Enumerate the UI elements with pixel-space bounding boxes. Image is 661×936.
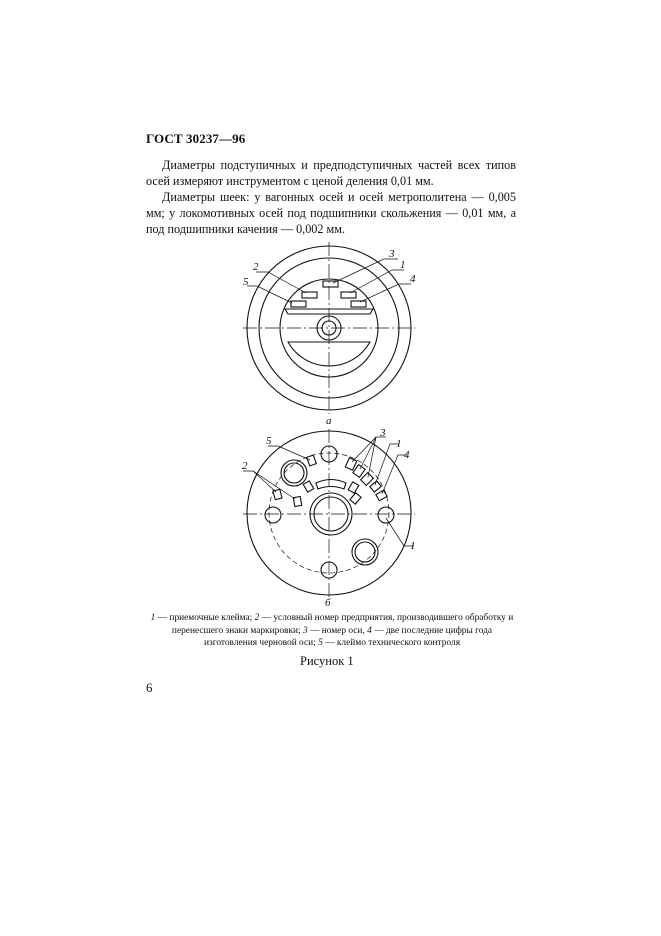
figure-legend [150, 612, 514, 650]
callout-a-5: 5 [243, 276, 249, 288]
leader-b-2 [243, 471, 276, 492]
callout-a-3: 3 [389, 248, 395, 260]
callout-b-2: 2 [242, 460, 248, 472]
arc-plate [316, 480, 346, 490]
stamp-b-axle-number-1 [345, 458, 356, 470]
subfigure-b-label: б [325, 597, 331, 609]
stamp-technical-control [291, 301, 306, 307]
legend-text-4: — две последние цифры года изготовления черновой оси; [203, 625, 493, 648]
stamp-b-axle-number-3 [361, 473, 374, 486]
paragraph-diameters-journals-text: Диаметры шеек: у вагонных осей и осей метрополитена — 0,005 мм; у локомотивных осей под подшипники скольжения — 0,01 мм, а под подшипники качения — 0,002 мм. [146, 190, 516, 236]
stamp-b-inner-right-2 [350, 493, 361, 504]
legend-num-2: 2 [254, 613, 260, 623]
stamp-b-inner-right [348, 482, 359, 493]
large-hole-lower-right-inner [355, 542, 375, 562]
leader-b-3b [360, 437, 376, 469]
callout-b-1-lower: 1 [410, 540, 416, 552]
leader-b-5 [268, 446, 310, 460]
page-number: 6 [146, 680, 153, 695]
figure-title: Рисунок 1 [300, 654, 354, 668]
document-header: ГОСТ 30237—96 [146, 131, 246, 146]
stamp-plant-number [302, 292, 317, 298]
stamp-b-plant-number-2 [293, 496, 301, 506]
legend-text-2: — условный номер предприятия, производившего обработку и перенесшего знаки маркировки; [171, 613, 514, 636]
callout-b-3: 3 [380, 427, 386, 439]
legend-text-3: — номер оси, [307, 625, 368, 636]
stamp-b-tech-control [307, 455, 317, 466]
callout-b-5: 5 [266, 435, 272, 447]
large-hole-lower-right-outer [352, 539, 378, 565]
legend-text-5: — клеймо технического контроля [322, 638, 461, 648]
bolt-hole-right [378, 507, 394, 523]
callout-a-2: 2 [253, 261, 259, 273]
stamp-acceptance [341, 292, 356, 298]
callout-b-4: 4 [404, 449, 410, 461]
stamp-b-acceptance-upper [370, 481, 381, 492]
callout-b-1-upper: 1 [396, 438, 402, 450]
stamp-b-inner-left [303, 481, 314, 492]
legend-text-1: — приемочные клейма; [155, 613, 255, 623]
large-hole-upper-left-outer [281, 460, 307, 486]
callout-a-4: 4 [410, 273, 416, 285]
callout-a-1: 1 [400, 259, 406, 271]
stamp-year-digits [351, 301, 366, 307]
legend-num-1: 1 [150, 613, 156, 623]
legend-num-5: 5 [318, 638, 323, 648]
large-hole-upper-left-inner [284, 463, 304, 483]
axle-end-view-b [243, 429, 415, 600]
paragraph-diameters-seats-text: Диаметры подступичных и предподступичных частей всех типов осей измеряют инструментом с ценой деления 0,01 мм. [146, 158, 516, 188]
axle-end-view-a [243, 242, 415, 414]
bolt-hole-left [265, 507, 281, 523]
legend-num-4: 4 [367, 625, 372, 636]
subfigure-a-label: а [326, 415, 332, 427]
legend-num-3: 3 [302, 625, 308, 636]
